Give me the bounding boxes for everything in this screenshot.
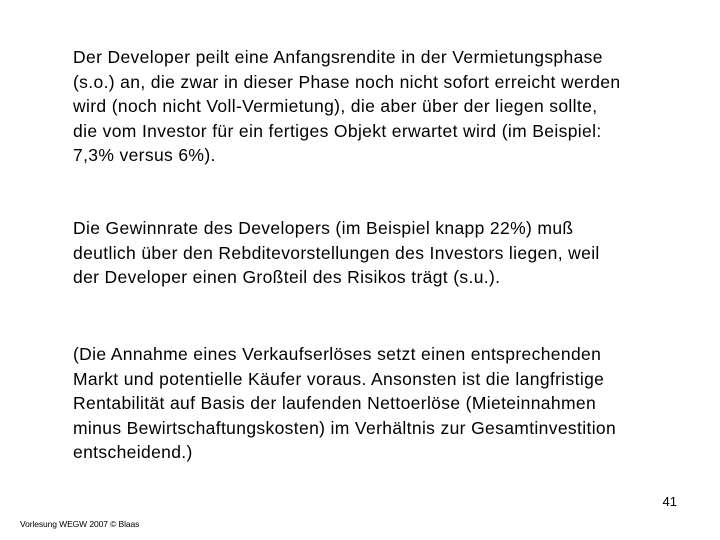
paragraph-initial-yield: Der Developer peilt eine Anfangsrendite in der Vermietungsphase (s.o.) an, die zwar in dieser Phase noch nicht sofort erreicht werden wird (noch nicht Voll-Vermietung), die aber über der liegen sollte, die vom Investor für ein fertiges Objekt erwartet wird (im Beispiel: 7,3% versus 6%). (73, 47, 621, 166)
footer-credit: Vorlesung WEGW 2007 © Blaas (20, 519, 140, 529)
paragraph-profit-rate: Die Gewinnrate des Developers (im Beispiel knapp 22%) muß deutlich über den Rebditevorstellungen des Investors liegen, weil der Developer einen Großteil des Risikos trägt (s.u.). (73, 218, 600, 288)
page-number: 41 (662, 494, 677, 509)
paragraph-sales-assumption: (Die Annahme eines Verkaufserlöses setzt einen entsprechenden Markt und potentielle Käufer voraus. Ansonsten ist die langfristige Rentabilität auf Basis der laufenden Nettoerlöse (Mieteinnahmen minus Bewirtschaftungskosten) im Verhältnis zur Gesamtinvestition entscheidend.) (73, 344, 617, 463)
